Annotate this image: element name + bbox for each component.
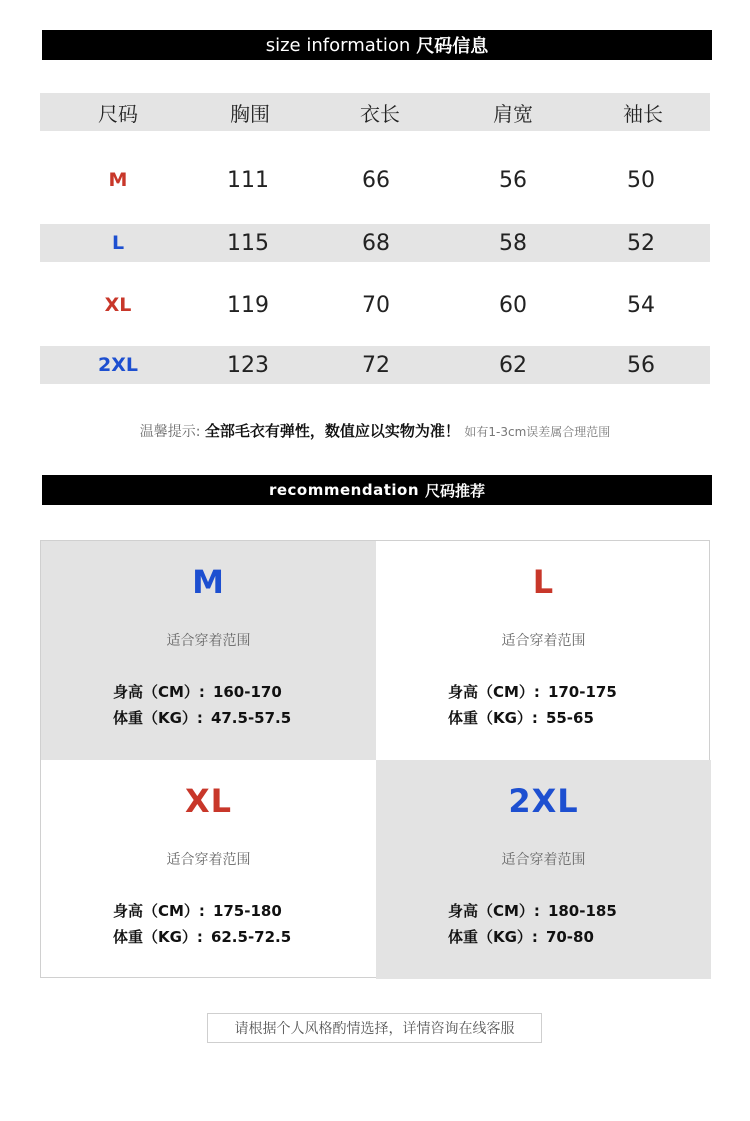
card-height-line: [448, 900, 617, 921]
elasticity-tip: [0, 420, 750, 441]
recommendation-card-2xl: [376, 760, 711, 979]
table-cell: 68: [362, 230, 390, 256]
card-weight-line: [113, 707, 291, 728]
table-cell: 70: [362, 292, 390, 318]
table-cell: 54: [627, 292, 655, 318]
card-size: L: [532, 563, 555, 601]
size-label-l: L: [111, 232, 125, 254]
size-label-2xl: 2XL: [98, 354, 138, 376]
recommendation-card-l: [376, 541, 711, 760]
size-information-title-en: size information: [265, 34, 411, 56]
size-information-header: [42, 30, 712, 60]
card-subtitle: 适合穿着范围: [501, 852, 586, 868]
size-label-m: M: [108, 169, 128, 191]
card-height-line: [448, 681, 617, 702]
column-header-sleeve: 袖长: [623, 101, 663, 126]
table-cell: 62: [499, 352, 527, 378]
column-header-length: 衣长: [360, 101, 400, 126]
tip-suffix: 如有1-3cm误差属合理范围: [464, 425, 611, 439]
tip-main: 全部毛衣有弹性，数值应以实物为准！: [204, 422, 460, 440]
recommendation-title-zh: 尺码推荐: [425, 481, 486, 500]
column-header-shoulder: 肩宽: [493, 101, 533, 126]
card-height-label: 身高（CM）:: [448, 902, 540, 920]
table-cell: 66: [362, 167, 390, 193]
footer-note: [207, 1013, 542, 1043]
table-cell: 52: [627, 230, 655, 256]
card-weight-line: [448, 926, 594, 947]
size-information-title-zh: 尺码信息: [416, 36, 489, 57]
table-cell: 115: [227, 230, 269, 256]
card-weight-line: [448, 707, 594, 728]
card-weight-label: 体重（KG）:: [448, 928, 538, 946]
card-height-value: 180-185: [547, 902, 617, 920]
table-cell: 119: [227, 292, 269, 318]
card-height-label: 身高（CM）:: [113, 902, 205, 920]
column-header-chest: 胸围: [230, 101, 270, 126]
column-header-size: 尺码: [98, 101, 138, 126]
card-weight-value: 47.5-57.5: [210, 709, 292, 727]
card-height-value: 160-170: [212, 683, 282, 701]
card-height-line: [113, 681, 282, 702]
table-row: [40, 161, 710, 199]
card-height-value: 170-175: [547, 683, 617, 701]
card-height-value: 175-180: [212, 902, 282, 920]
card-subtitle: 适合穿着范围: [501, 633, 586, 649]
table-cell: 60: [499, 292, 527, 318]
card-weight-value: 62.5-72.5: [210, 928, 292, 946]
table-cell: 72: [362, 352, 390, 378]
table-row: [40, 286, 710, 324]
table-row: [40, 224, 710, 262]
table-row: [40, 346, 710, 384]
table-cell: 58: [499, 230, 527, 256]
size-table: [40, 93, 710, 384]
table-cell: 111: [227, 167, 269, 193]
card-weight-label: 体重（KG）:: [113, 709, 203, 727]
card-weight-line: [113, 926, 291, 947]
recommendation-header: [42, 475, 712, 505]
card-height-line: [113, 900, 282, 921]
card-subtitle: 适合穿着范围: [166, 852, 251, 868]
card-height-label: 身高（CM）:: [448, 683, 540, 701]
recommendation-card-xl: [41, 760, 376, 979]
card-height-label: 身高（CM）:: [113, 683, 205, 701]
card-size: M: [192, 563, 225, 601]
card-weight-value: 70-80: [545, 928, 594, 946]
footer-note-text: 请根据个人风格酌情选择，详情咨询在线客服: [234, 1021, 515, 1037]
card-weight-label: 体重（KG）:: [113, 928, 203, 946]
card-size: XL: [184, 782, 233, 820]
table-header-row: [40, 93, 710, 131]
card-weight-label: 体重（KG）:: [448, 709, 538, 727]
table-cell: 50: [627, 167, 655, 193]
tip-prefix: 温馨提示:: [139, 424, 201, 440]
table-cell: 123: [227, 352, 269, 378]
table-cell: 56: [627, 352, 655, 378]
recommendation-card-m: [41, 541, 376, 760]
card-subtitle: 适合穿着范围: [166, 633, 251, 649]
card-size: 2XL: [508, 782, 579, 820]
recommendation-grid: [40, 540, 710, 978]
size-label-xl: XL: [104, 294, 132, 316]
recommendation-title-en: recommendation: [268, 481, 420, 499]
card-weight-value: 55-65: [545, 709, 594, 727]
table-cell: 56: [499, 167, 527, 193]
